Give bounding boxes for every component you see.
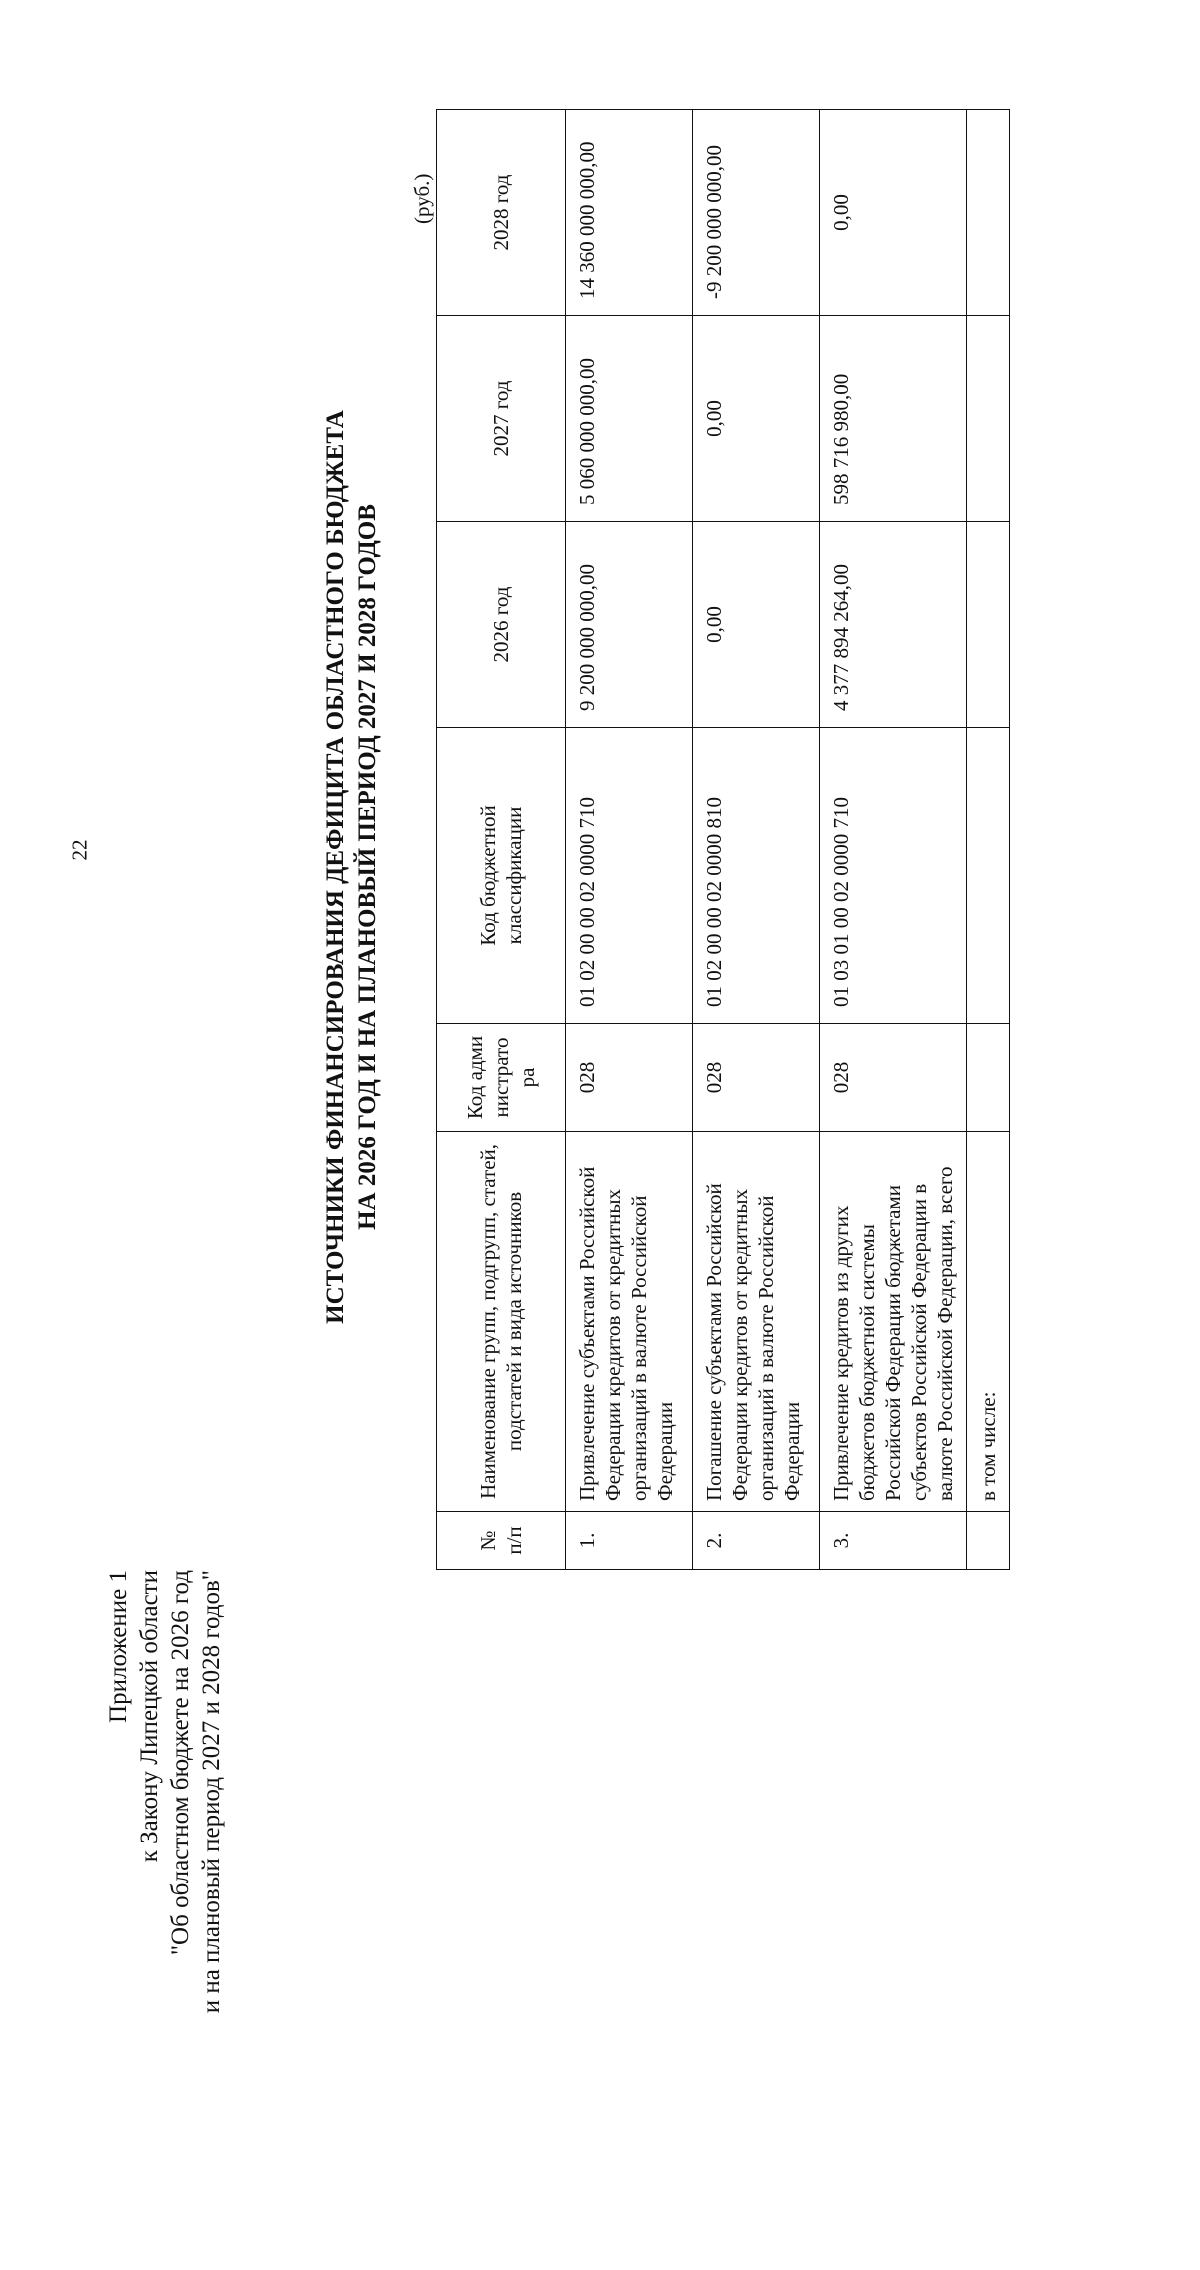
row-2028: 0,00 [820, 110, 967, 316]
title-line: ИСТОЧНИКИ ФИНАНСИРОВАНИЯ ДЕФИЦИТА ОБЛАСТНОГО БЮДЖЕТА [322, 410, 349, 1324]
document-title [320, 87, 384, 1647]
row-num: 1. [566, 1512, 693, 1570]
table-row [967, 110, 1010, 1570]
row-admin-code: 028 [566, 1024, 693, 1132]
row-num: 3. [820, 1512, 967, 1570]
row-2028 [967, 110, 1010, 316]
row-2026: 9 200 000 000,00 [566, 522, 693, 728]
header-2026: 2026 год [437, 522, 566, 728]
row-2027 [967, 316, 1010, 522]
header-2028: 2028 год [437, 110, 566, 316]
row-num [967, 1512, 1010, 1570]
row-2026: 0,00 [693, 522, 820, 728]
row-name: Привлечение субъектами Российской Федерации кредитов от кредитных организаций в валюте Российской Федерации [566, 1132, 693, 1512]
page-number: 22 [67, 839, 92, 861]
appendix-line: и на плановый период 2027 и 2028 годов" [198, 1570, 225, 2014]
row-name: Погашение субъектами Российской Федерации кредитов от кредитных организаций в валюте Российской Федерации [693, 1132, 820, 1512]
table-row [566, 110, 693, 1570]
header-num: № п/п [437, 1512, 566, 1570]
row-admin-code [967, 1024, 1010, 1132]
table-row [820, 110, 967, 1570]
appendix-line: к Закону Липецкой области [136, 1570, 163, 1863]
row-name: Привлечение кредитов из других бюджетов бюджетной системы Российской Федерации бюджетами субъектов Российской Федерации в валюте Российской Федерации, всего [820, 1132, 967, 1512]
appendix-note [103, 1570, 227, 2270]
header-kbk: Код бюджетной классификации [437, 728, 566, 1024]
row-2027: 598 716 980,00 [820, 316, 967, 522]
row-kbk: 01 02 00 00 02 0000 810 [693, 728, 820, 1024]
row-kbk: 01 02 00 00 02 0000 710 [566, 728, 693, 1024]
header-admin-code: Код администратора [437, 1024, 566, 1132]
table-header-row [437, 110, 566, 1570]
appendix-line: Приложение 1 [105, 1570, 132, 1723]
row-num: 2. [693, 1512, 820, 1570]
title-line: НА 2026 ГОД И НА ПЛАНОВЫЙ ПЕРИОД 2027 И 2028 ГОДОВ [354, 504, 381, 1230]
row-2026: 4 377 894 264,00 [820, 522, 967, 728]
row-kbk [967, 728, 1010, 1024]
row-2026 [967, 522, 1010, 728]
row-2028: 14 360 000 000,00 [566, 110, 693, 316]
header-2027: 2027 год [437, 316, 566, 522]
row-kbk: 01 03 01 00 02 0000 710 [820, 728, 967, 1024]
row-admin-code: 028 [693, 1024, 820, 1132]
row-2027: 0,00 [693, 316, 820, 522]
row-2028: -9 200 000 000,00 [693, 110, 820, 316]
row-name: в том числе: [967, 1132, 1010, 1512]
units-label: (руб.) [410, 173, 434, 224]
financing-table [436, 109, 1010, 1570]
appendix-line: "Об областном бюджете на 2026 год [167, 1570, 194, 1956]
header-name: Наименование групп, подгрупп, статей, подстатей и вида источников [437, 1132, 566, 1512]
row-2027: 5 060 000 000,00 [566, 316, 693, 522]
table-row [693, 110, 820, 1570]
row-admin-code: 028 [820, 1024, 967, 1132]
